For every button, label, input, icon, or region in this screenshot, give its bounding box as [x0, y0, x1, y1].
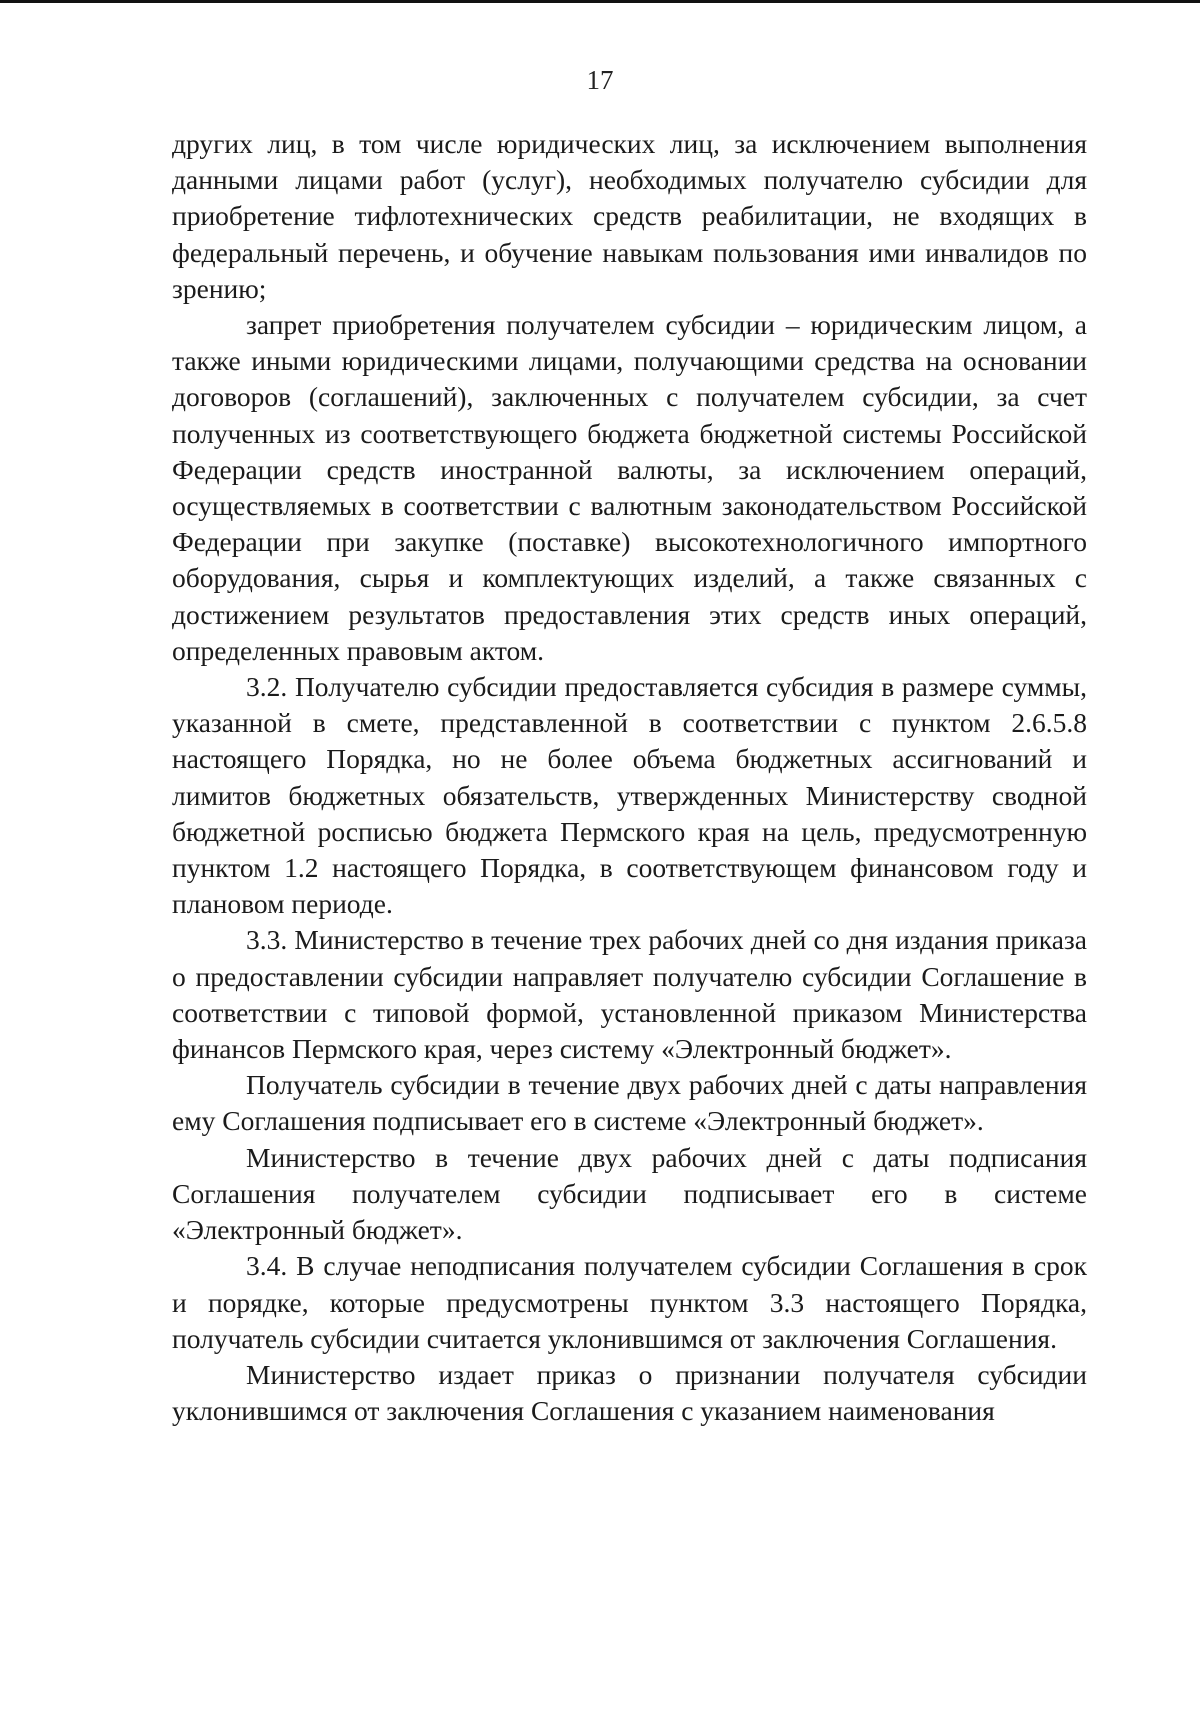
- paragraph-ministry-signs: Министерство в течение двух рабочих дней с даты подписания Соглашения получателем субсидии подписывает его в системе «Электронный бюджет».: [172, 1141, 1087, 1246]
- page-number: 17: [586, 65, 614, 95]
- paragraph-3-4: 3.4. В случае неподписания получателем субсидии Соглашения в срок и порядке, которые предусмотрены пунктом 3.3 настоящего Порядка, получатель субсидии считается уклонившимся от заключения Соглашения.: [172, 1250, 1087, 1354]
- paragraph-currency-prohibition: запрет приобретения получателем субсидии – юридическим лицом, а также иными юридическими лицами, получающими средства на основании договоров (соглашений), заключенных с получателем субсидии, за счет полученных из соответствующего бюджета бюджетной системы Российской Федерации средств иностранной валюты, за исключением операций, осуществляемых в соответствии с валютным законодательством Российской Федерации при закупке (поставке) высокотехнологичного импортного оборудования, сырья и комплектующих изделий, а также связанных с достижением результатов предоставления этих средств иных операций, определенных правовым актом.: [172, 309, 1087, 666]
- document-body: [172, 126, 1087, 1429]
- paragraph-recipient-signs: Получатель субсидии в течение двух рабочих дней с даты направления ему Соглашения подписывает его в системе «Электронный бюджет».: [172, 1069, 1087, 1137]
- paragraph-3-3: 3.3. Министерство в течение трех рабочих дней со дня издания приказа о предоставлении субсидии направляет получателю субсидии Соглашение в соответствии с типовой формой, установленной приказом Министерства финансов Пермского края, через систему «Электронный бюджет».: [172, 924, 1087, 1065]
- paragraph-ministry-order: Министерство издает приказ о признании получателя субсидии уклонившимся от заключения Соглашения с указанием наименования: [172, 1358, 1087, 1427]
- paragraph-continuation: других лиц, в том числе юридических лиц, за исключением выполнения данными лицами работ (услуг), необходимых получателю субсидии для приобретение тифлотехнических средств реабилитации, не входящих в федеральный перечень, и обучение навыкам пользования ими инвалидов по зрению;: [172, 128, 1087, 304]
- paragraph-3-2: 3.2. Получателю субсидии предоставляется субсидия в размере суммы, указанной в смете, представленной в соответствии с пунктом 2.6.5.8 настоящего Порядка, но не более объема бюджетных ассигнований и лимитов бюджетных обязательств, утвержденных Министерству сводной бюджетной росписью бюджета Пермского края на цель, предусмотренную пунктом 1.2 настоящего Порядка, в соответствующем финансовом году и плановом периоде.: [172, 671, 1087, 920]
